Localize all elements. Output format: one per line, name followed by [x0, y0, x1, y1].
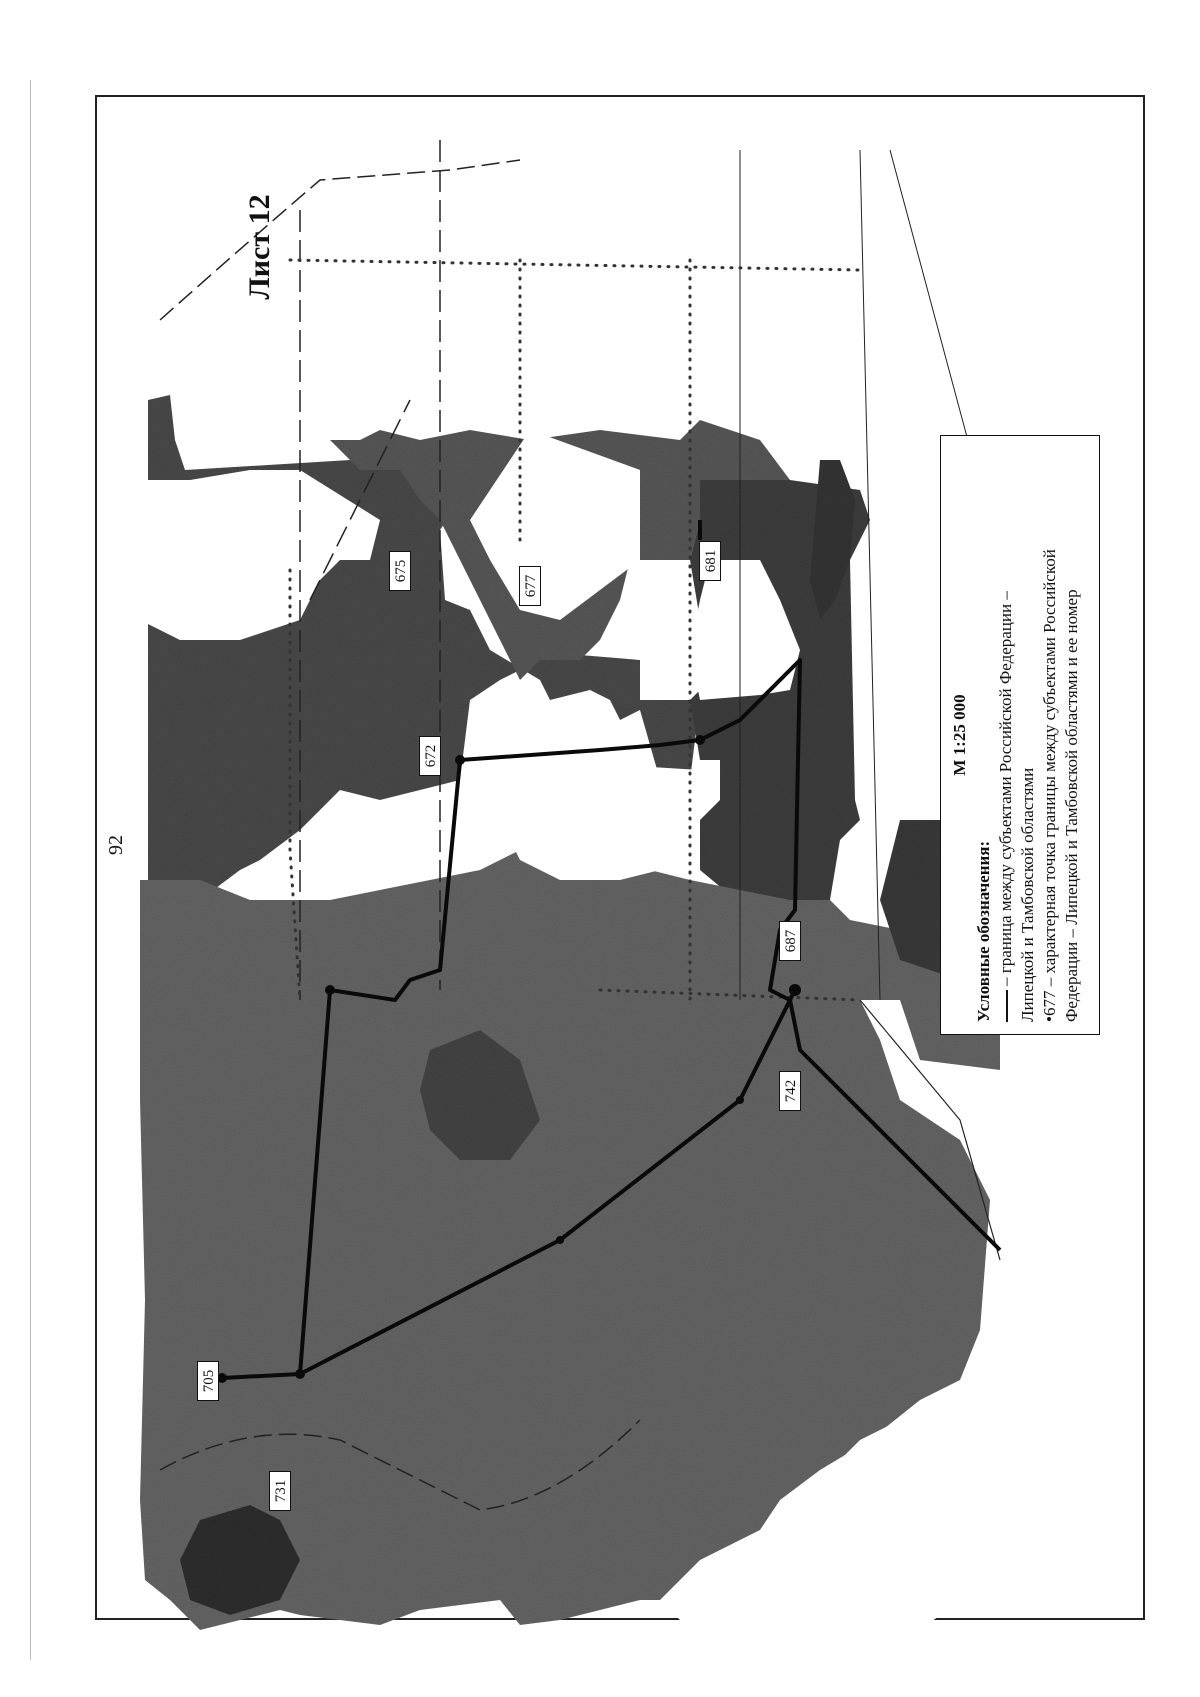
legend-line-2: Липецкой и Тамбовской областями	[1018, 767, 1037, 1022]
boundary-symbol-icon	[1006, 990, 1008, 1022]
point-label-742: 742	[779, 1071, 801, 1111]
point-label-681: 681	[699, 541, 721, 581]
legend-content	[940, 435, 1100, 1035]
point-label-672: 672	[419, 736, 441, 776]
legend-line-3: •677 – характерная точка границы между субъектами Российской	[1040, 549, 1059, 1022]
point-label-731: 731	[269, 1471, 291, 1511]
legend-title: Условные обозначения:	[974, 840, 993, 1022]
legend-line-4: Федерации – Липецкой и Тамбовской областями и ее номер	[1062, 589, 1081, 1022]
sheet-label: Лист 12	[243, 194, 276, 300]
point-label-675: 675	[389, 551, 411, 591]
legend-boundary-entry	[995, 448, 1017, 1022]
map-scale: М 1:25 000	[950, 694, 969, 776]
legend-line-1: – граница между субъектами Российской Федерации –	[996, 591, 1015, 986]
legend-box	[940, 430, 1100, 1040]
page-number: 92	[105, 835, 127, 855]
point-label-677: 677	[519, 566, 541, 606]
point-label-687: 687	[779, 921, 801, 961]
point-label-705: 705	[197, 1361, 219, 1401]
